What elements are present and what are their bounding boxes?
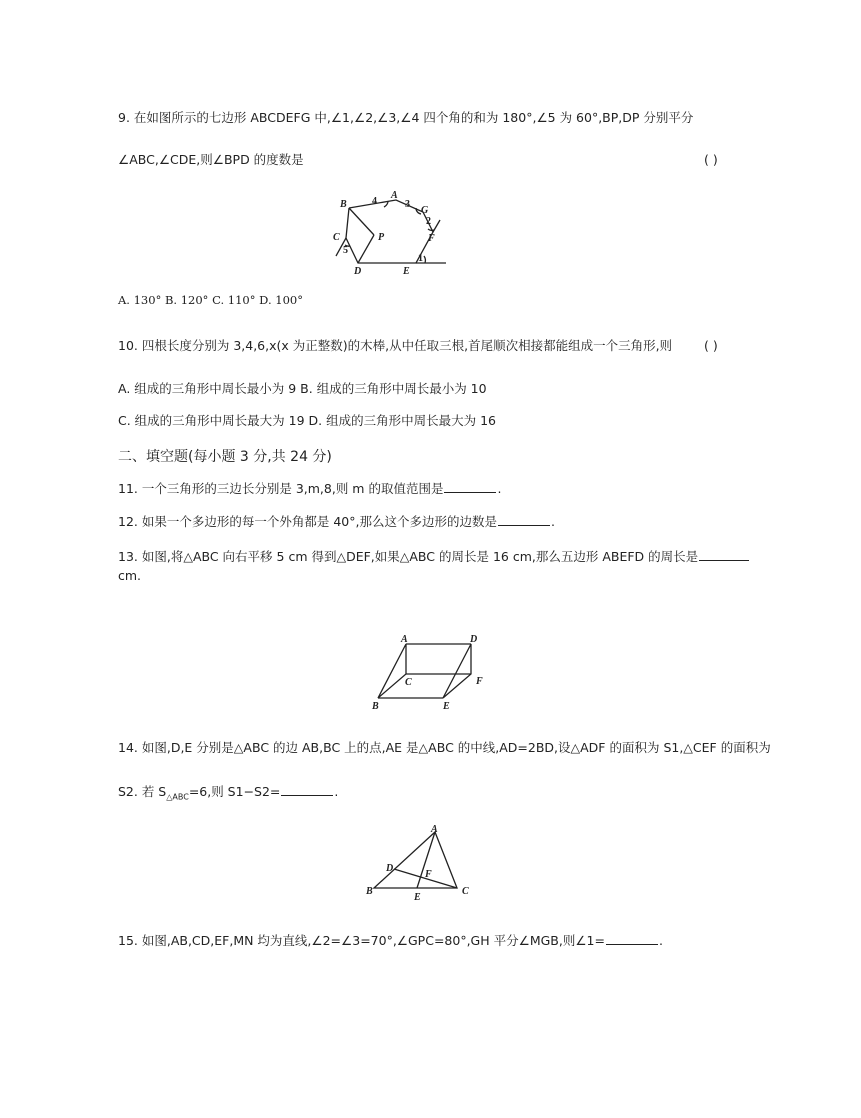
q9-options: A. 130° B. 120° C. 110° D. 100° [118, 293, 303, 307]
fig9-label-E: E [403, 266, 410, 277]
fig9-label-B: B [340, 199, 347, 210]
fig9-label-5: 5 [343, 245, 348, 256]
fig9-label-P: P [378, 232, 385, 243]
q10-options-ab: A. 组成的三角形中周长最小为 9 B. 组成的三角形中周长最小为 10 [118, 381, 487, 396]
q14-stem-line2-b: =6,则 S1−S2= [188, 784, 281, 799]
fig14-label-A: A [431, 824, 438, 835]
q13-answer-blank[interactable] [699, 549, 749, 561]
q9-stem-line1: 9. 在如图所示的七边形 ABCDEFG 中,∠1,∠2,∠3,∠4 四个角的和为 180°,∠5 为 60°,BP,DP 分别平分 [118, 110, 694, 125]
fig9-label-C: C [333, 232, 340, 243]
fig14-label-D: D [386, 863, 394, 874]
q13-stem: 13. 如图,将△ABC 向右平移 5 cm 得到△DEF,如果△ABC 的周长是 16 cm,那么五边形 ABEFD 的周长是 [118, 549, 699, 564]
fig9-label-2: 2 [426, 216, 431, 227]
q10-answer-paren: ( ) [704, 338, 718, 353]
fig9-label-F: F [428, 233, 435, 244]
q15-stem: 15. 如图,AB,CD,EF,MN 均为直线,∠2=∠3=70°,∠GPC=80°,GH 平分∠MGB,则∠1= [118, 933, 605, 948]
fig13-label-A: A [401, 634, 408, 645]
fig9-label-D: D [354, 266, 362, 277]
fig14-label-E: E [414, 892, 421, 903]
q14-stem-line1: 14. 如图,D,E 分别是△ABC 的边 AB,BC 上的点,AE 是△ABC 的中线,AD=2BD,设△ADF 的面积为 S1,△CEF 的面积为 [118, 740, 771, 755]
q13-line [118, 549, 750, 565]
q11-end: . [497, 481, 502, 496]
fig14-label-C: C [462, 886, 469, 897]
section-fill-in-title: 二、填空题(每小题 3 分,共 24 分) [118, 449, 332, 465]
q12-answer-blank[interactable] [498, 514, 550, 526]
fig13-label-D: D [470, 634, 478, 645]
q14-end: . [334, 784, 339, 799]
q14-answer-blank[interactable] [281, 784, 333, 796]
q11-line [118, 481, 501, 497]
fig14-label-B: B [366, 886, 373, 897]
q12-end: . [550, 514, 555, 529]
fig13-label-B: B [372, 701, 379, 712]
fig13-label-E: E [443, 701, 450, 712]
q13-translation-figure [366, 632, 496, 714]
q9-heptagon-figure [328, 190, 453, 280]
q13-unit: cm. [118, 568, 142, 583]
q11-stem: 11. 一个三角形的三边长分别是 3,m,8,则 m 的取值范围是 [118, 481, 444, 496]
q15-end: . [658, 933, 663, 948]
fig13-label-C: C [405, 677, 412, 688]
fig9-label-4: 4 [372, 196, 377, 207]
q12-stem: 12. 如果一个多边形的每一个外角都是 40°,那么这个多边形的边数是 [118, 514, 497, 529]
fig9-label-G: G [421, 205, 429, 216]
fig13-label-F: F [476, 676, 483, 687]
q10-options-cd: C. 组成的三角形中周长最大为 19 D. 组成的三角形中周长最大为 16 [118, 413, 496, 428]
q12-line [118, 514, 555, 530]
q9-stem-line2: ∠ABC,∠CDE,则∠BPD 的度数是 [118, 152, 304, 167]
fig14-label-F: F [425, 869, 432, 880]
q14-subscript: △ABC [166, 792, 189, 802]
q10-stem: 10. 四根长度分别为 3,4,6,x(x 为正整数)的木棒,从中任取三根,首尾顺次相接都能组成一个三角形,则 [118, 338, 673, 353]
q11-answer-blank[interactable] [444, 481, 496, 493]
fig9-label-1: 1 [418, 253, 423, 264]
q15-line [118, 933, 663, 949]
fig9-label-3: 3 [405, 199, 410, 210]
q9-answer-paren: ( ) [704, 152, 718, 167]
q15-answer-blank[interactable] [606, 933, 658, 945]
q14-triangle-figure [362, 822, 477, 907]
fig9-label-A: A [391, 190, 398, 201]
q14-stem-line2-a: S2. 若 S [118, 784, 167, 799]
q14-line2 [118, 784, 338, 806]
